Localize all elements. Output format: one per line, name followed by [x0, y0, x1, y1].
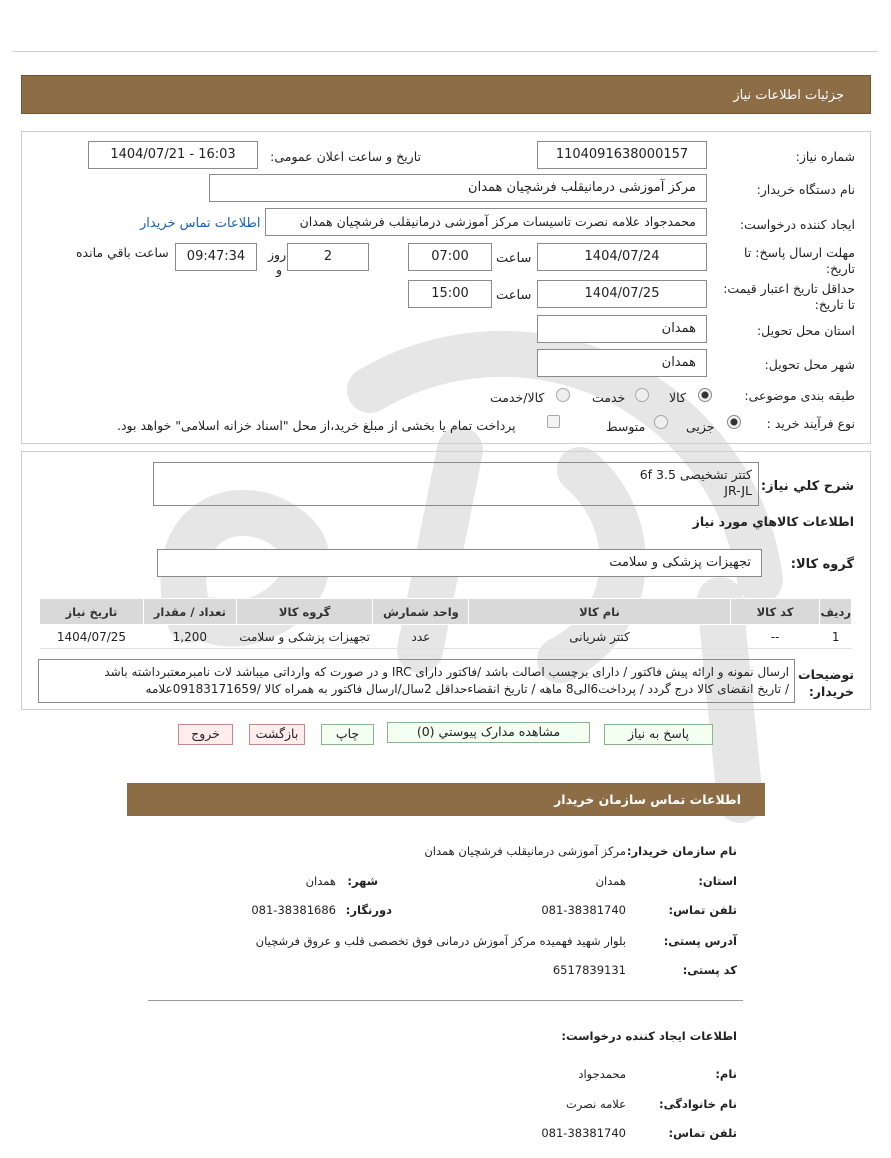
view-docs-button[interactable]: مشاهده مدارک پیوستي (0)	[387, 722, 590, 743]
items-table	[39, 598, 852, 649]
need-number-label: شماره نیاز:	[795, 149, 855, 164]
radio-goods-service-label: کالا/خدمت	[490, 390, 545, 405]
validity-label-2: تا تاریخ:	[814, 297, 855, 312]
items-table-wrap	[39, 598, 852, 649]
reply-button[interactable]: پاسخ به نیاز	[604, 724, 713, 745]
contact-divider	[148, 1000, 743, 1001]
city-field: همدان	[537, 349, 707, 377]
contact-fax-label: دورنگار:	[345, 903, 392, 917]
col-unit: واحد شمارش	[373, 599, 469, 625]
print-button[interactable]: چاپ	[321, 724, 374, 745]
cell-group: تجهیزات پزشکی و سلامت	[236, 625, 373, 649]
radio-medium-label: متوسط	[606, 419, 646, 434]
creator-info-title: اطلاعات ایجاد کننده درخواست:	[561, 1029, 737, 1043]
validity-time-field: 15:00	[408, 280, 492, 308]
summary-label: شرح كلي نياز:	[760, 479, 854, 494]
need-number-field: 1104091638000157	[537, 141, 707, 169]
contact-section-header	[127, 783, 765, 816]
page-title: جزئیات اطلاعات نیاز	[733, 88, 844, 103]
summary-line-2: JR-JL	[724, 483, 752, 498]
table-header-row	[40, 599, 852, 625]
days-and-label: و	[276, 262, 283, 277]
contact-phone-label: تلفن تماس:	[668, 903, 737, 917]
contact-postal-value: 6517839131	[552, 963, 626, 977]
creator-name-label: نام:	[715, 1067, 737, 1081]
radio-goods-label: کالا	[669, 390, 686, 405]
validity-time-label: ساعت	[496, 288, 532, 303]
days-label: روز	[268, 247, 287, 262]
deadline-label-1: مهلت ارسال پاسخ: تا	[744, 245, 855, 260]
radio-service-label: خدمت	[592, 390, 626, 405]
buyer-org-label: نام دستگاه خریدار:	[756, 182, 855, 197]
contact-city-label: شهر:	[347, 874, 378, 888]
creator-phone-label: تلفن تماس:	[668, 1126, 737, 1140]
notes-line-2: / تاریخ انقضای کالا درج گردد / پرداخت6الی8 ماهه / تاریخ انقضاءحداقل 2سال/ارسال فاکتور به همراه کالا /09183171659علامه	[145, 682, 789, 696]
col-date: تاریخ نیاز	[40, 599, 144, 625]
cell-unit: عدد	[373, 625, 469, 649]
contact-province-label: استان:	[698, 874, 737, 888]
announce-field: 1404/07/21 - 16:03	[88, 141, 258, 169]
creator-field: محمدجواد علامه نصرت تاسیسات مرکز آموزشی درمانیقلب فرشچیان همدان	[265, 208, 707, 236]
deadline-time-field: 07:00	[408, 243, 492, 271]
creator-label: ایجاد کننده درخواست:	[739, 217, 855, 232]
category-label: طبقه بندی موضوعی:	[744, 388, 855, 403]
col-row: رديف	[820, 599, 852, 625]
top-divider	[12, 51, 878, 52]
process-label: نوع فرآیند خرید :	[766, 416, 855, 431]
city-label: شهر محل تحویل:	[764, 357, 855, 372]
province-field: همدان	[537, 315, 707, 343]
buyer-org-field: مرکز آموزشی درمانیقلب فرشچیان همدان	[209, 174, 707, 202]
creator-phone-value: 081-38381740	[541, 1126, 626, 1140]
summary-field	[153, 462, 759, 506]
deadline-time-label: ساعت	[496, 251, 532, 266]
validity-date-field: 1404/07/25	[537, 280, 707, 308]
notes-line-1: ارسال نمونه و ارائه پیش فاکتور / دارای برچسب اصالت باشد /فاکتور دارای IRC و در صورت که وارداتی میباشد لات نامبرمعتبرداشته باشد	[104, 665, 789, 679]
summary-line-1: کتتر تشخیصی 3.5 6f	[639, 467, 752, 482]
contact-province-value: همدان	[595, 874, 626, 888]
notes-label-1: توضیحات	[798, 667, 854, 682]
contact-address-label: آدرس پستی:	[663, 934, 737, 948]
radio-service[interactable]	[635, 388, 649, 402]
contact-org-label: نام سازمان خریدار:	[626, 844, 737, 858]
radio-goods[interactable]	[698, 388, 712, 402]
radio-goods-service[interactable]	[556, 388, 570, 402]
contact-org-value: مرکز آموزشی درمانیقلب فرشچیان همدان	[424, 844, 626, 858]
creator-family-label: نام خانوادگی:	[659, 1097, 737, 1111]
treasury-checkbox[interactable]	[547, 415, 560, 428]
page-header	[21, 75, 871, 114]
contact-address-value: بلوار شهید فهمیده مرکز آموزش درمانی فوق تخصصی قلب و عروق فرشچیان	[255, 934, 626, 948]
cell-code: --	[730, 625, 820, 649]
goods-info-title: اطلاعات كالاهاي مورد نياز	[692, 514, 854, 529]
contact-city-value: همدان	[305, 874, 336, 888]
contact-phone-value: 081-38381740	[541, 903, 626, 917]
cell-qty: 1,200	[143, 625, 236, 649]
goods-group-label: گروه کالا:	[790, 557, 854, 572]
radio-minor[interactable]	[727, 415, 741, 429]
col-qty: تعداد / مقدار	[143, 599, 236, 625]
radio-minor-label: جزیی	[686, 419, 715, 434]
province-label: استان محل تحویل:	[756, 323, 855, 338]
goods-group-field: تجهیزات پزشکی و سلامت	[157, 549, 762, 577]
cell-row: 1	[820, 625, 852, 649]
creator-family-value: علامه نصرت	[565, 1097, 626, 1111]
contact-postal-label: کد پستی:	[682, 963, 737, 977]
back-button[interactable]: بازگشت	[249, 724, 305, 745]
remaining-time-field: 09:47:34	[175, 243, 257, 271]
contact-fax-value: 081-38381686	[251, 903, 336, 917]
deadline-date-field: 1404/07/24	[537, 243, 707, 271]
col-group: گروه کالا	[236, 599, 373, 625]
radio-medium[interactable]	[654, 415, 668, 429]
days-field: 2	[287, 243, 369, 271]
col-code: کد کالا	[730, 599, 820, 625]
validity-label-1: حداقل تاریخ اعتبار قیمت:	[723, 281, 855, 296]
payment-note: پرداخت تمام یا بخشی از مبلغ خرید،از محل "اسناد خزانه اسلامی" خواهد بود.	[117, 418, 516, 433]
notes-field	[38, 659, 795, 703]
col-name: نام کالا	[469, 599, 730, 625]
table-row	[40, 625, 852, 649]
contact-section-title: اطلاعات تماس سازمان خریدار	[554, 792, 741, 807]
buyer-contact-link[interactable]: اطلاعات تماس خریدار	[140, 216, 261, 231]
announce-label: تاریخ و ساعت اعلان عمومی:	[270, 149, 421, 164]
remaining-label: ساعت باقي مانده	[76, 245, 169, 260]
cell-date: 1404/07/25	[40, 625, 144, 649]
cell-name: کتتر شریانی	[469, 625, 730, 649]
exit-button[interactable]: خروج	[178, 724, 233, 745]
notes-label-2: خریدار:	[808, 684, 854, 699]
creator-name-value: محمدجواد	[578, 1067, 626, 1081]
deadline-label-2: تاریخ:	[825, 261, 855, 276]
